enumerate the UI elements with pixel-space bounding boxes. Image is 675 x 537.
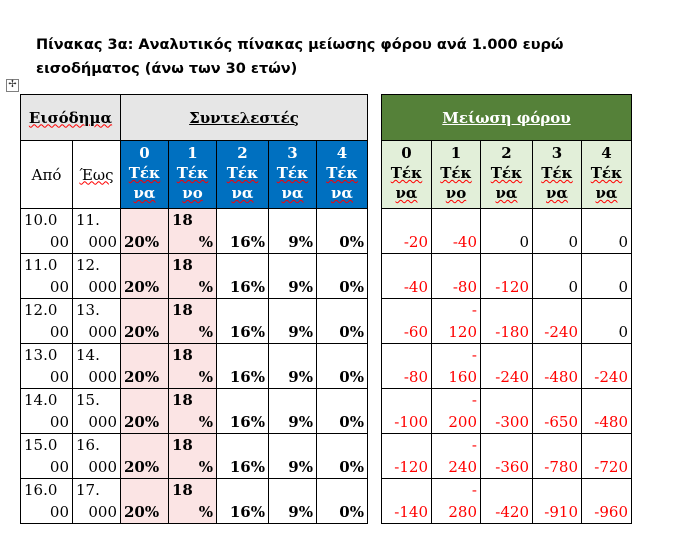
column-gap	[368, 479, 382, 524]
income-header: Εισόδημα	[21, 95, 121, 141]
income-to-cell: 11. 000	[73, 209, 121, 254]
reduction-0-cell: -140	[382, 479, 432, 524]
reduction-1-cell: - 160	[432, 344, 481, 389]
table-row	[21, 389, 632, 434]
income-from-cell: 11.0 00	[21, 254, 73, 299]
income-to-cell: 16. 000	[73, 434, 121, 479]
rate-3-cell: 9%	[269, 434, 317, 479]
rate-4-cell: 0%	[317, 389, 368, 434]
reduction-1-cell: - 240	[432, 434, 481, 479]
reduction-0-cell: -120	[382, 434, 432, 479]
reduction-4-cell: -240	[582, 344, 632, 389]
reduction-3-cell: -780	[533, 434, 582, 479]
table-row	[21, 299, 632, 344]
rate-4-cell: 0%	[317, 299, 368, 344]
rate-3-cell: 9%	[269, 479, 317, 524]
rate-2-cell: 16%	[217, 479, 269, 524]
rate-children-1-header: 1 Τέκ νο	[169, 141, 217, 209]
table-caption: Πίνακας 3α: Αναλυτικός πίνακας μείωσης φόρου ανά 1.000 ευρώ εισοδήματος (άνω των 30 ετών)	[36, 37, 564, 77]
reduction-children-2-header: 2 Τέκ να	[481, 141, 533, 209]
rate-4-cell: 0%	[317, 209, 368, 254]
rate-0-cell: 20%	[121, 389, 169, 434]
column-gap	[368, 254, 382, 299]
table-body	[21, 209, 632, 524]
income-to-cell: 13. 000	[73, 299, 121, 344]
reduction-1-cell: - 280	[432, 479, 481, 524]
rate-0-cell: 20%	[121, 479, 169, 524]
rate-1-cell: 18 %	[169, 209, 217, 254]
reduction-4-cell: -720	[582, 434, 632, 479]
reduction-2-cell: -180	[481, 299, 533, 344]
subheader-row	[21, 141, 632, 209]
rate-1-cell: 18 %	[169, 434, 217, 479]
rate-2-cell: 16%	[217, 209, 269, 254]
rate-1-cell: 18 %	[169, 254, 217, 299]
reduction-0-cell: -40	[382, 254, 432, 299]
column-gap	[368, 299, 382, 344]
rate-1-cell: 18 %	[169, 479, 217, 524]
income-from-cell: 15.0 00	[21, 434, 73, 479]
table-row	[21, 254, 632, 299]
rate-0-cell: 20%	[121, 344, 169, 389]
table-row	[21, 434, 632, 479]
reduction-2-cell: -240	[481, 344, 533, 389]
rate-3-cell: 9%	[269, 344, 317, 389]
reduction-0-cell: -80	[382, 344, 432, 389]
rate-0-cell: 20%	[121, 254, 169, 299]
rate-1-cell: 18 %	[169, 389, 217, 434]
rate-0-cell: 20%	[121, 299, 169, 344]
rate-0-cell: 20%	[121, 434, 169, 479]
rate-4-cell: 0%	[317, 344, 368, 389]
reduction-3-cell: 0	[533, 254, 582, 299]
reduction-0-cell: -20	[382, 209, 432, 254]
to-header: Έως	[73, 141, 121, 209]
table-row	[21, 209, 632, 254]
reduction-children-4-header: 4 Τέκ να	[582, 141, 632, 209]
reduction-children-3-header: 3 Τέκ να	[533, 141, 582, 209]
rate-3-cell: 9%	[269, 299, 317, 344]
reduction-2-cell: -300	[481, 389, 533, 434]
rate-3-cell: 9%	[269, 254, 317, 299]
rate-4-cell: 0%	[317, 434, 368, 479]
rate-children-3-header: 3 Τέκ να	[269, 141, 317, 209]
reduction-2-cell: -420	[481, 479, 533, 524]
reduction-1-cell: - 120	[432, 299, 481, 344]
reduction-4-cell: 0	[582, 254, 632, 299]
rate-0-cell: 20%	[121, 209, 169, 254]
rates-header: Συντελεστές	[121, 95, 368, 141]
reduction-3-cell: 0	[533, 209, 582, 254]
rate-2-cell: 16%	[217, 299, 269, 344]
income-from-cell: 10.0 00	[21, 209, 73, 254]
reduction-4-cell: -960	[582, 479, 632, 524]
reduction-children-1-header: 1 Τέκ νο	[432, 141, 481, 209]
income-from-cell: 13.0 00	[21, 344, 73, 389]
table-row	[21, 479, 632, 524]
rate-children-4-header: 4 Τέκ να	[317, 141, 368, 209]
column-gap	[368, 141, 382, 209]
reduction-1-cell: -80	[432, 254, 481, 299]
income-from-cell: 16.0 00	[21, 479, 73, 524]
reduction-4-cell: -480	[582, 389, 632, 434]
reduction-0-cell: -100	[382, 389, 432, 434]
reduction-2-cell: -360	[481, 434, 533, 479]
column-gap	[368, 209, 382, 254]
column-gap	[368, 95, 382, 141]
income-from-cell: 12.0 00	[21, 299, 73, 344]
rate-2-cell: 16%	[217, 254, 269, 299]
reduction-3-cell: -650	[533, 389, 582, 434]
income-to-cell: 17. 000	[73, 479, 121, 524]
reduction-3-cell: -240	[533, 299, 582, 344]
column-gap	[368, 389, 382, 434]
rate-4-cell: 0%	[317, 254, 368, 299]
rate-3-cell: 9%	[269, 209, 317, 254]
rate-2-cell: 16%	[217, 434, 269, 479]
header-row	[21, 95, 632, 141]
reduction-3-cell: -480	[533, 344, 582, 389]
reduction-1-cell: - 200	[432, 389, 481, 434]
rate-1-cell: 18 %	[169, 299, 217, 344]
tax-reduction-table	[20, 94, 632, 524]
reduction-0-cell: -60	[382, 299, 432, 344]
reduction-4-cell: 0	[582, 209, 632, 254]
reduction-2-cell: 0	[481, 209, 533, 254]
income-to-cell: 14. 000	[73, 344, 121, 389]
reduction-1-cell: -40	[432, 209, 481, 254]
column-gap	[368, 434, 382, 479]
income-from-cell: 14.0 00	[21, 389, 73, 434]
table-row	[21, 344, 632, 389]
from-header: Από	[21, 141, 73, 209]
reduction-2-cell: -120	[481, 254, 533, 299]
table-move-handle-icon[interactable]: ✢	[6, 79, 19, 92]
rate-children-0-header: 0 Τέκ να	[121, 141, 169, 209]
rate-4-cell: 0%	[317, 479, 368, 524]
reduction-4-cell: 0	[582, 299, 632, 344]
reduction-3-cell: -910	[533, 479, 582, 524]
income-to-cell: 12. 000	[73, 254, 121, 299]
rate-2-cell: 16%	[217, 344, 269, 389]
rate-1-cell: 18 %	[169, 344, 217, 389]
rate-2-cell: 16%	[217, 389, 269, 434]
rate-3-cell: 9%	[269, 389, 317, 434]
reduction-header: Μείωση φόρου	[382, 95, 632, 141]
rate-children-2-header: 2 Τέκ να	[217, 141, 269, 209]
reduction-children-0-header: 0 Τέκ να	[382, 141, 432, 209]
income-to-cell: 15. 000	[73, 389, 121, 434]
column-gap	[368, 344, 382, 389]
